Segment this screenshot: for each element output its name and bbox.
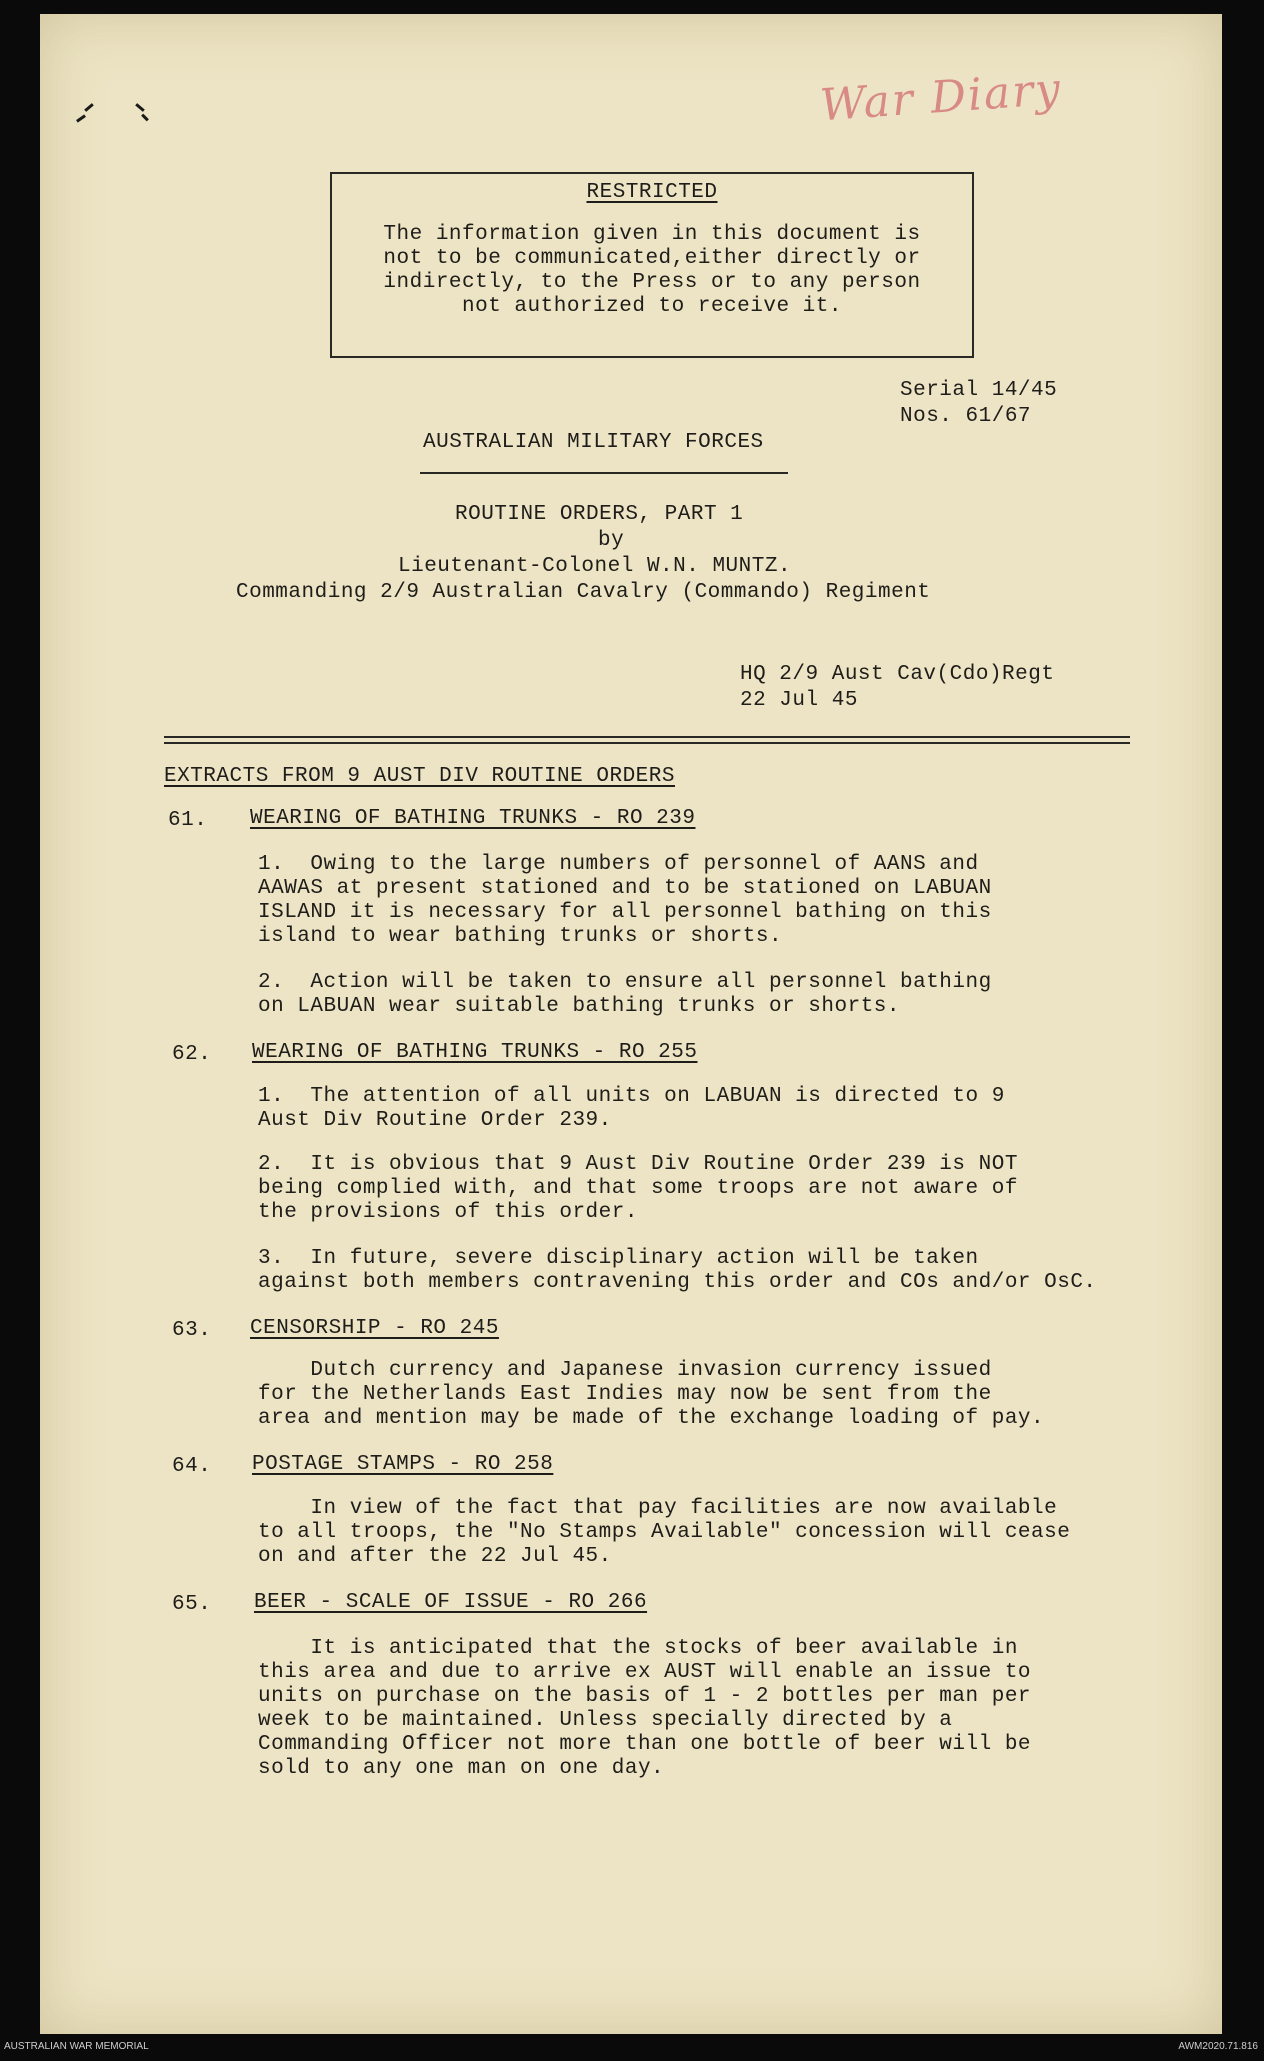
order-paragraph-line: on and after the 22 Jul 45.	[258, 1545, 612, 1568]
order-paragraph-line: 1. The attention of all units on LABUAN is directed to 9	[258, 1085, 1005, 1108]
order-paragraph-line: sold to any one man on one day.	[258, 1757, 665, 1780]
staple-mark	[76, 114, 86, 122]
hq-line: HQ 2/9 Aust Cav(Cdo)Regt	[740, 663, 1055, 686]
order-paragraph-line: Dutch currency and Japanese invasion currency issued	[258, 1359, 992, 1382]
order-paragraph-line: AAWAS at present stationed and to be stationed on LABUAN	[258, 877, 992, 900]
footer-accession: AWM2020.71.816	[1178, 2041, 1258, 2052]
order-title: WEARING OF BATHING TRUNKS - RO 255	[252, 1041, 698, 1064]
by-line: by	[598, 529, 625, 552]
order-title: WEARING OF BATHING TRUNKS - RO 239	[250, 807, 696, 830]
order-number: 65.	[172, 1593, 212, 1616]
order-number: 64.	[172, 1455, 212, 1478]
restricted-line: indirectly, to the Press or to any person	[383, 271, 921, 294]
order-paragraph-line: the provisions of this order.	[258, 1201, 638, 1224]
restricted-heading: RESTRICTED	[586, 181, 718, 204]
footer-source: AUSTRALIAN WAR MEMORIAL	[4, 2041, 149, 2052]
restricted-line: The information given in this document is	[383, 223, 921, 246]
order-paragraph-line: week to be maintained. Unless specially directed by a	[258, 1709, 953, 1732]
handwritten-note: War Diary	[818, 63, 1064, 132]
document-page	[40, 14, 1222, 2034]
order-title: CENSORSHIP - RO 245	[250, 1317, 499, 1340]
command-line: Commanding 2/9 Australian Cavalry (Commando) Regiment	[236, 581, 931, 604]
order-paragraph-line: island to wear bathing trunks or shorts.	[258, 925, 783, 948]
order-number: 62.	[172, 1043, 212, 1066]
order-title: POSTAGE STAMPS - RO 258	[252, 1453, 554, 1476]
heading-rule	[420, 472, 788, 474]
section-rule	[164, 736, 1130, 738]
order-paragraph-line: on LABUAN wear suitable bathing trunks or shorts.	[258, 995, 901, 1018]
order-number: 63.	[172, 1319, 212, 1342]
staple-mark	[84, 103, 94, 112]
extracts-heading: EXTRACTS FROM 9 AUST DIV ROUTINE ORDERS	[164, 765, 675, 788]
serial-number: Serial 14/45	[900, 379, 1058, 402]
order-paragraph-line: Commanding Officer not more than one bottle of beer will be	[258, 1733, 1032, 1756]
order-paragraph-line: 3. In future, severe disciplinary action will be taken	[258, 1247, 979, 1270]
order-paragraph-line: 2. It is obvious that 9 Aust Div Routine Order 239 is NOT	[258, 1153, 1018, 1176]
order-title: BEER - SCALE OF ISSUE - RO 266	[254, 1591, 648, 1614]
staple-mark	[141, 114, 149, 122]
restricted-notice	[330, 172, 974, 358]
serial-nos: Nos. 61/67	[900, 405, 1032, 428]
officer-name: Lieutenant-Colonel W.N. MUNTZ.	[398, 555, 792, 578]
order-paragraph-line: this area and due to arrive ex AUST will enable an issue to	[258, 1661, 1032, 1684]
section-rule	[164, 742, 1130, 744]
order-paragraph-line: Aust Div Routine Order 239.	[258, 1109, 612, 1132]
restricted-line: not authorized to receive it.	[462, 295, 842, 318]
order-paragraph-line: In view of the fact that pay facilities are now available	[258, 1497, 1058, 1520]
order-paragraph-line: against both members contravening this order and COs and/or OsC.	[258, 1271, 1097, 1294]
forces-heading: AUSTRALIAN MILITARY FORCES	[423, 431, 764, 454]
staple-mark	[135, 103, 145, 112]
order-paragraph-line: It is anticipated that the stocks of beer available in	[258, 1637, 1018, 1660]
order-paragraph-line: to all troops, the "No Stamps Available" concession will cease	[258, 1521, 1071, 1544]
order-paragraph-line: area and mention may be made of the exchange loading of pay.	[258, 1407, 1045, 1430]
order-paragraph-line: 1. Owing to the large numbers of personnel of AANS and	[258, 853, 979, 876]
order-paragraph-line: 2. Action will be taken to ensure all personnel bathing	[258, 971, 992, 994]
order-paragraph-line: being complied with, and that some troops are not aware of	[258, 1177, 1018, 1200]
date-line: 22 Jul 45	[740, 689, 858, 712]
order-paragraph-line: ISLAND it is necessary for all personnel bathing on this	[258, 901, 992, 924]
order-number: 61.	[168, 809, 208, 832]
order-paragraph-line: units on purchase on the basis of 1 - 2 bottles per man per	[258, 1685, 1032, 1708]
document-title: ROUTINE ORDERS, PART 1	[455, 503, 744, 526]
restricted-line: not to be communicated,either directly or	[383, 247, 921, 270]
order-paragraph-line: for the Netherlands East Indies may now be sent from the	[258, 1383, 992, 1406]
